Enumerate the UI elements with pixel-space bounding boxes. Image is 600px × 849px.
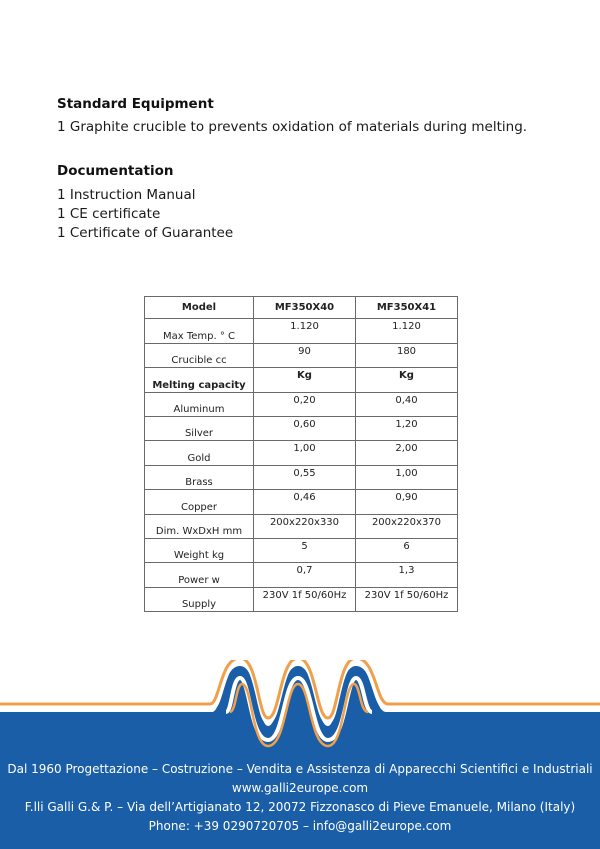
table-row — [145, 441, 458, 465]
row-label: Max Temp. ° C — [145, 319, 254, 343]
spec-table — [144, 296, 458, 612]
row-label: Gold — [145, 441, 254, 465]
footer-tagline: Dal 1960 Progettazione – Costruzione – Vendita e Assistenza di Apparecchi Scientifici e Industriali — [7, 762, 593, 776]
row-label: Weight kg — [145, 538, 254, 562]
footer-website-link[interactable]: www.galli2europe.com — [231, 781, 369, 795]
row-value: 180 — [356, 343, 458, 367]
header-cell-mf350x40: MF350X40 — [254, 297, 356, 319]
table-row — [145, 563, 458, 587]
row-value: 5 — [254, 538, 356, 562]
table-row — [145, 319, 458, 343]
header-cell-mf350x41: MF350X41 — [356, 297, 458, 319]
row-value: 0,20 — [254, 392, 356, 416]
row-value: 6 — [356, 538, 458, 562]
row-value: 1,20 — [356, 416, 458, 440]
row-value: 230V 1f 50/60Hz — [356, 587, 458, 611]
row-value: Kg — [356, 368, 458, 392]
row-label: Supply — [145, 587, 254, 611]
documentation-heading: Documentation — [57, 163, 174, 179]
row-value: 0,7 — [254, 563, 356, 587]
row-label: Brass — [145, 465, 254, 489]
row-label: Aluminum — [145, 392, 254, 416]
row-value: 0,46 — [254, 490, 356, 514]
documentation-item: 1 Certificate of Guarantee — [57, 225, 234, 241]
table-row — [145, 392, 458, 416]
table-row — [145, 465, 458, 489]
table-row — [145, 587, 458, 611]
documentation-item: 1 CE certificate — [57, 206, 161, 222]
footer-text-block — [0, 760, 600, 836]
standard-equipment-item: 1 Graphite crucible to prevents oxidation of materials during melting. — [57, 119, 528, 135]
standard-equipment-section — [57, 96, 527, 137]
table-row — [145, 538, 458, 562]
row-value: 1.120 — [356, 319, 458, 343]
spec-table-header-row — [145, 297, 458, 319]
row-value: 2,00 — [356, 441, 458, 465]
table-row — [145, 416, 458, 440]
footer-address: F.lli Galli G.& P. – Via dell’Artigianato 12, 20072 Fizzonasco di Pieve Emanuele, Milano (Italy) — [24, 800, 576, 814]
row-label: Dim. WxDxH mm — [145, 514, 254, 538]
table-row — [145, 343, 458, 367]
row-value: Kg — [254, 368, 356, 392]
row-label: Power w — [145, 563, 254, 587]
row-value: 1,3 — [356, 563, 458, 587]
footer-contact[interactable]: Phone: +39 0290720705 – info@galli2europe.com — [148, 819, 452, 833]
row-value: 230V 1f 50/60Hz — [254, 587, 356, 611]
row-label: Melting capacity — [145, 368, 254, 392]
header-cell-model: Model — [145, 297, 254, 319]
row-value: 1.120 — [254, 319, 356, 343]
row-value: 0,60 — [254, 416, 356, 440]
row-value: 200x220x370 — [356, 514, 458, 538]
standard-equipment-heading: Standard Equipment — [57, 96, 214, 112]
table-row — [145, 490, 458, 514]
table-row — [145, 368, 458, 392]
row-value: 0,55 — [254, 465, 356, 489]
row-value: 0,40 — [356, 392, 458, 416]
row-label: Copper — [145, 490, 254, 514]
row-label: Silver — [145, 416, 254, 440]
row-value: 1,00 — [254, 441, 356, 465]
row-value: 0,90 — [356, 490, 458, 514]
row-value: 200x220x330 — [254, 514, 356, 538]
documentation-section — [57, 163, 233, 243]
row-value: 1,00 — [356, 465, 458, 489]
row-value: 90 — [254, 343, 356, 367]
documentation-item: 1 Instruction Manual — [57, 187, 196, 203]
table-row — [145, 514, 458, 538]
row-label: Crucible cc — [145, 343, 254, 367]
